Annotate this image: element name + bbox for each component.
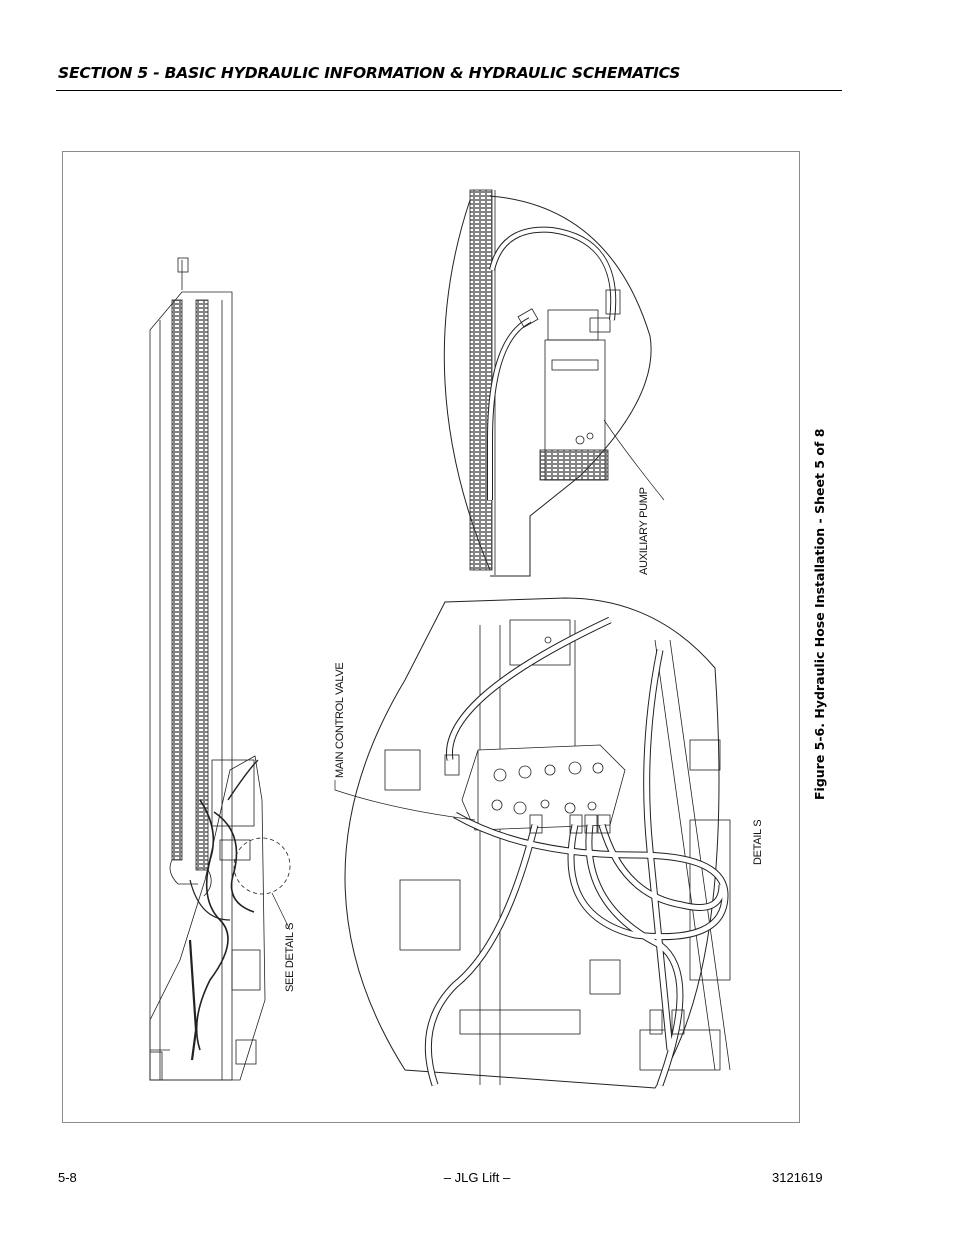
bearing-band	[470, 190, 492, 570]
label-see-detail-s: SEE DETAIL S	[284, 922, 296, 992]
detail-s-view	[335, 598, 730, 1088]
pump-hose-1	[490, 320, 530, 500]
detail-callout-circle	[234, 838, 290, 894]
page-number: 5-8	[58, 1170, 77, 1185]
footer-publisher: – JLG Lift –	[443, 1170, 511, 1185]
pump-hose-2	[492, 230, 613, 320]
label-detail-s: DETAIL S	[752, 819, 764, 865]
boom-overview	[150, 258, 290, 1080]
label-main-control-valve: MAIN CONTROL VALVE	[334, 662, 346, 778]
auxiliary-pump-view	[444, 190, 664, 576]
document-number: 3121619	[772, 1170, 823, 1185]
cable-track-1	[172, 300, 182, 860]
section-title: SECTION 5 - BASIC HYDRAULIC INFORMATION & HYDRAULIC SCHEMATICS	[58, 64, 681, 82]
figure-caption: Figure 5-6. Hydraulic Hose Installation - Sheet 5 of 8	[812, 428, 827, 800]
cable-track-2	[196, 300, 208, 870]
main-control-valve	[462, 745, 625, 830]
label-auxiliary-pump: AUXILIARY PUMP	[638, 487, 650, 575]
